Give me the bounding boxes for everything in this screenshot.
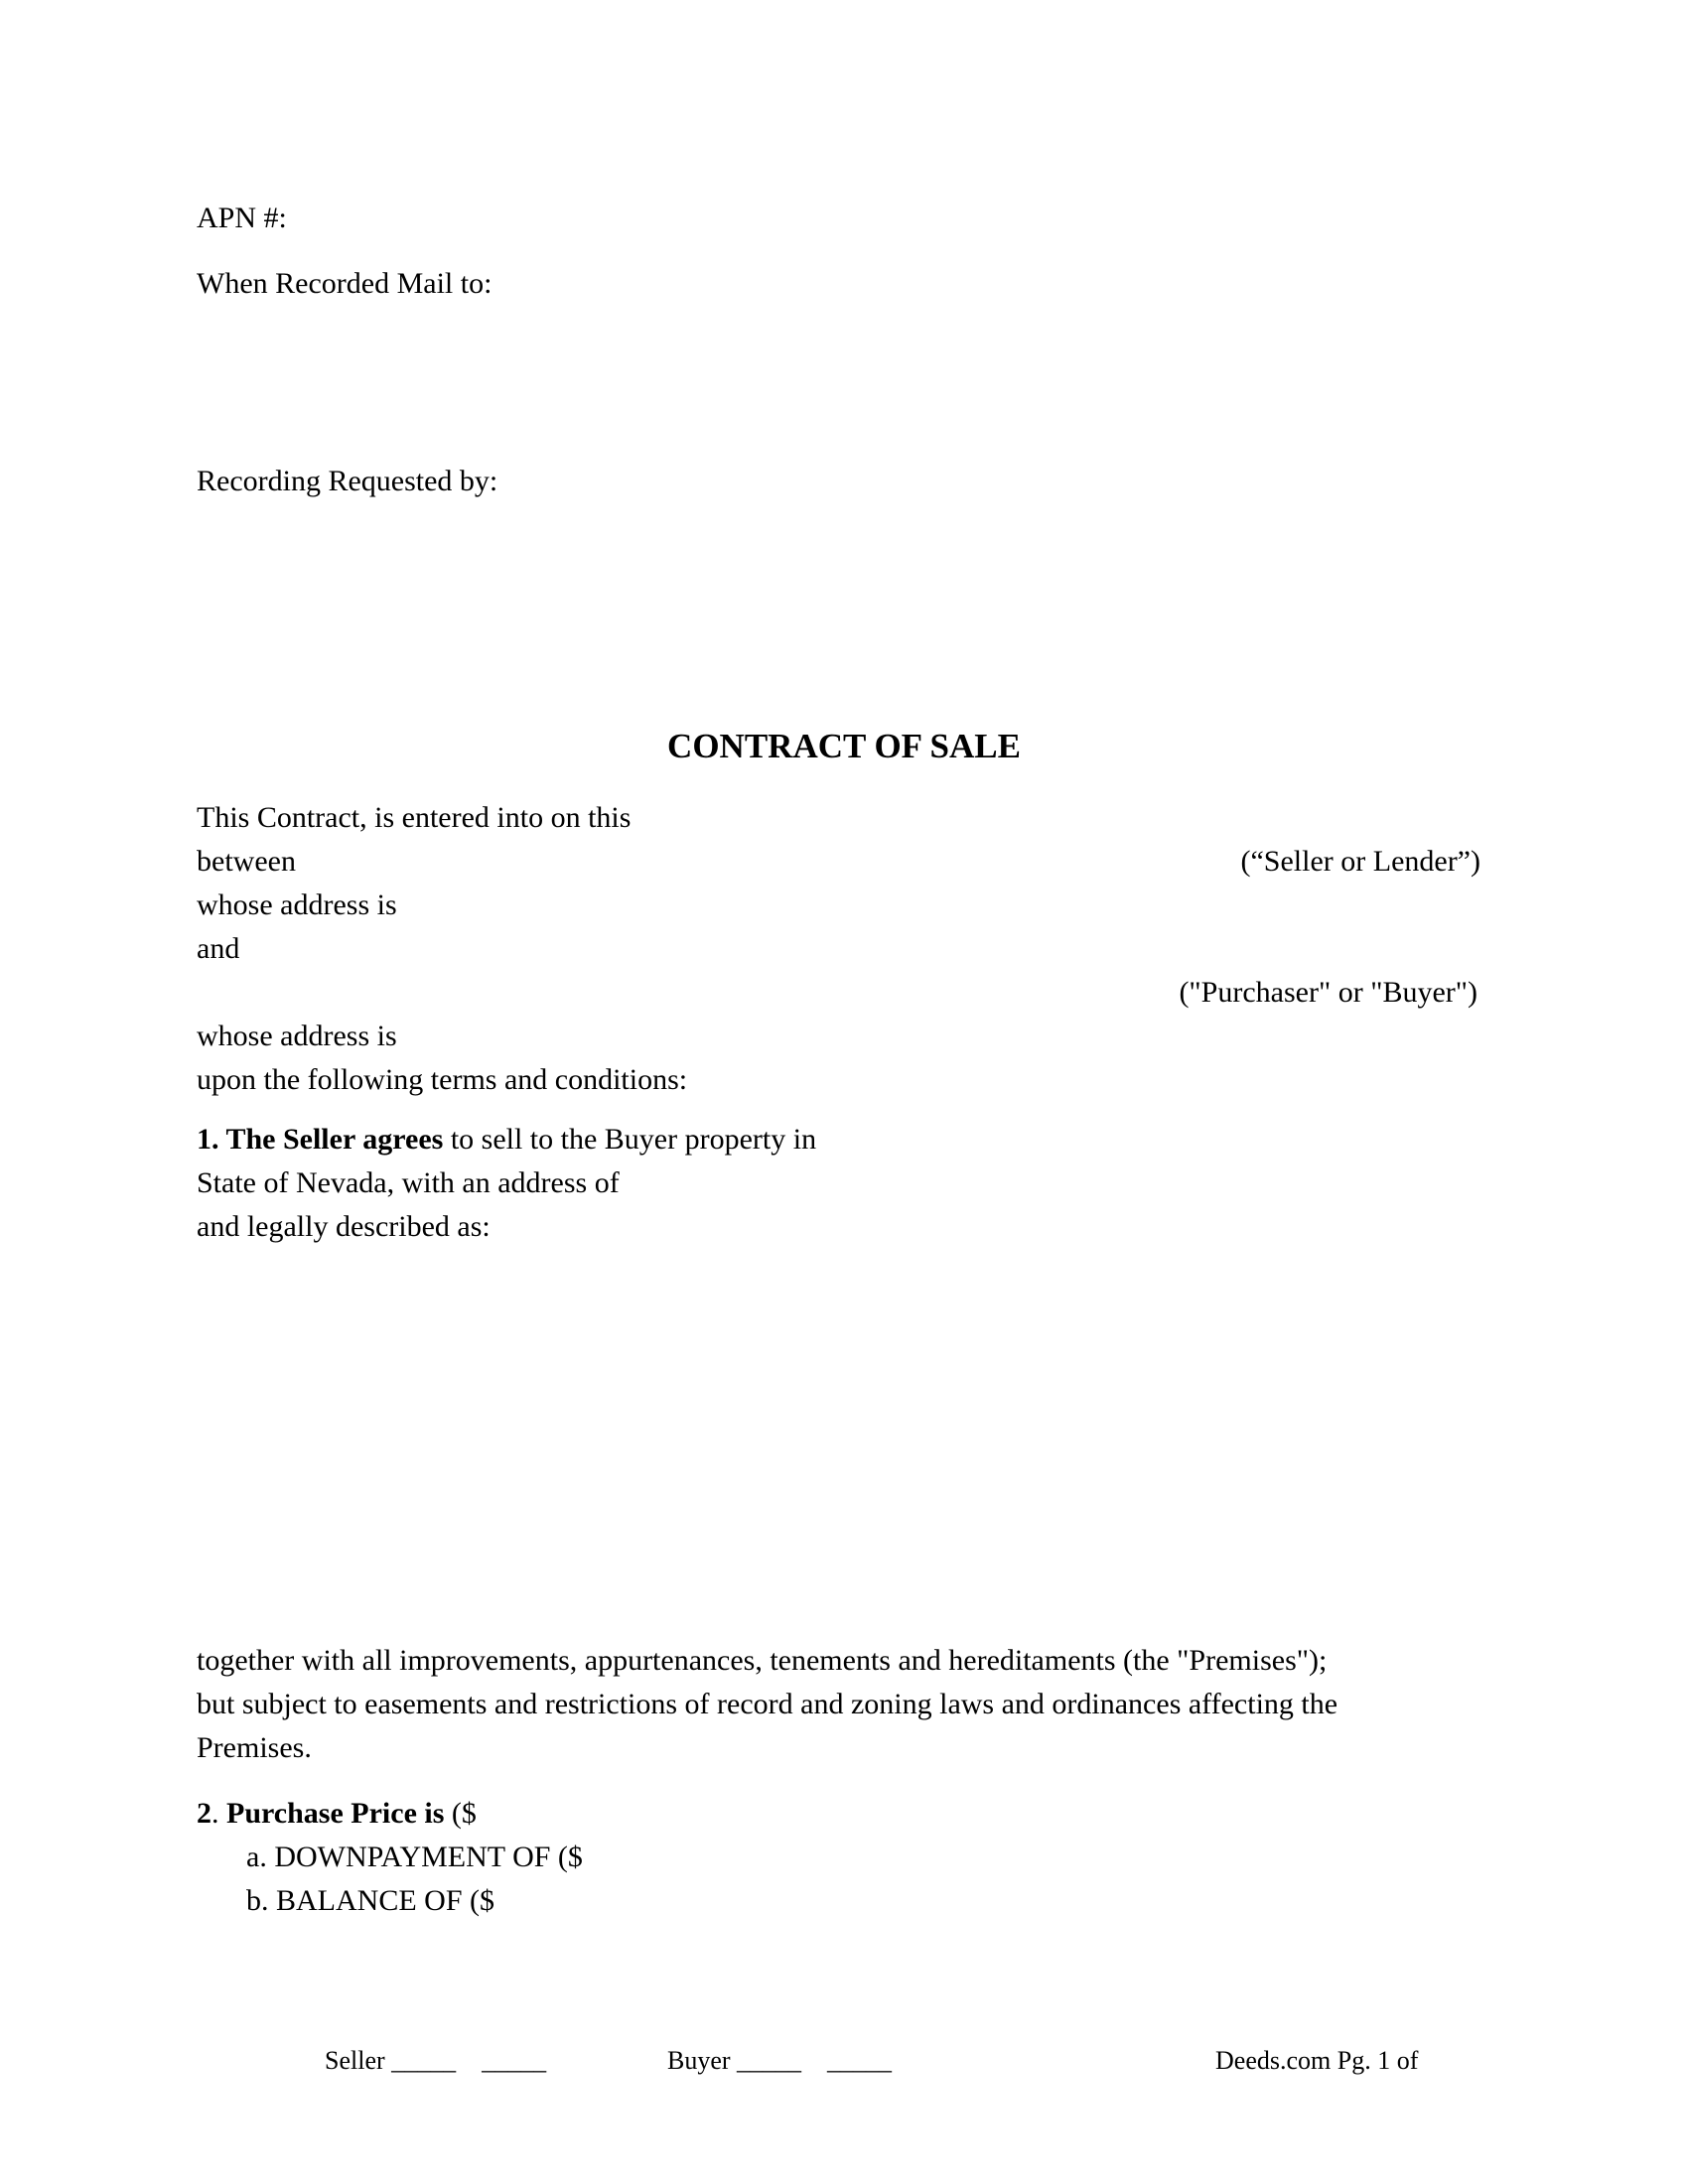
footer-buyer-blank-1: _____ bbox=[737, 2046, 802, 2075]
section-1-state-line: State of Nevada, with an address of bbox=[197, 1166, 620, 1199]
terms-label: upon the following terms and conditions: bbox=[197, 1063, 688, 1096]
footer-buyer-label: Buyer bbox=[667, 2046, 731, 2075]
footer-seller-blank-1: _____ bbox=[391, 2046, 457, 2075]
section-2-label: Purchase Price is bbox=[226, 1797, 445, 1830]
footer-buyer-blank-2: _____ bbox=[827, 2046, 893, 2075]
downpayment-line: a. DOWNPAYMENT OF ($ bbox=[246, 1841, 583, 1873]
section-1-line bbox=[197, 1118, 816, 1161]
footer-seller-label: Seller bbox=[325, 2046, 385, 2075]
buyer-role-label: ("Purchaser" or "Buyer") bbox=[1179, 976, 1477, 1009]
seller-role-label: (“Seller or Lender”) bbox=[1240, 845, 1480, 878]
recording-requested-label: Recording Requested by: bbox=[197, 465, 498, 497]
seller-address-label: whose address is bbox=[197, 888, 397, 921]
mail-to-label: When Recorded Mail to: bbox=[197, 267, 492, 300]
section-2-price: ($ bbox=[444, 1797, 477, 1830]
footer-buyer-initials bbox=[667, 2039, 892, 2083]
footer-page-number: Deeds.com Pg. 1 of bbox=[1215, 2046, 1419, 2075]
page-title: CONTRACT OF SALE bbox=[667, 727, 1021, 765]
between-label: between bbox=[197, 845, 296, 878]
footer-seller-initials bbox=[325, 2039, 546, 2083]
section-1-legal-line: and legally described as: bbox=[197, 1210, 491, 1243]
section-1-label: 1. The Seller agrees bbox=[197, 1123, 444, 1156]
balance-line: b. BALANCE OF ($ bbox=[246, 1884, 495, 1917]
premises-line-3: Premises. bbox=[197, 1731, 312, 1764]
footer-seller-blank-2: _____ bbox=[482, 2046, 547, 2075]
and-label: and bbox=[197, 932, 240, 965]
apn-label: APN #: bbox=[197, 202, 287, 234]
section-2-number: 2 bbox=[197, 1797, 211, 1830]
premises-line-2: but subject to easements and restrictions of record and zoning laws and ordinances affecting the bbox=[197, 1688, 1338, 1720]
section-1-text: to sell to the Buyer property in bbox=[443, 1123, 817, 1156]
section-2-line: 2. Purchase Price is ($ bbox=[197, 1797, 477, 1830]
premises-line-1: together with all improvements, appurtenances, tenements and hereditaments (the "Premises"); bbox=[197, 1644, 1328, 1677]
intro-line: This Contract, is entered into on this bbox=[197, 801, 632, 834]
buyer-address-label: whose address is bbox=[197, 1020, 397, 1052]
